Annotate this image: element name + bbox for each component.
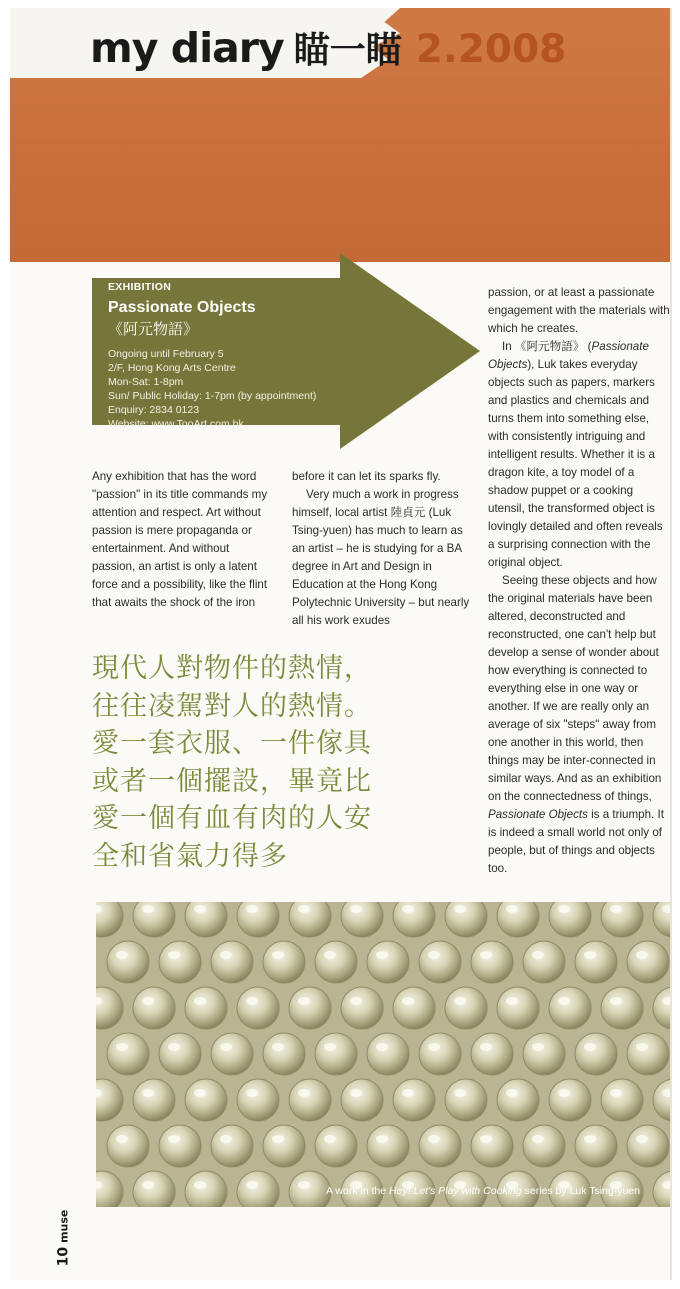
bubble xyxy=(263,1125,305,1167)
text-run: Seeing these objects and how the original materials have been altered, deconstructed and reconstructed, one can't help but develop a sense of wonder about how everything is connected to everything else in one way or another. If we are really only an average of six "steps" away from one another in this world, then things may be inter-connected in similar ways. And as an exhibition on the connectedness of things, xyxy=(488,574,662,803)
bubble xyxy=(575,1033,617,1075)
bubble-highlight xyxy=(610,905,622,913)
bubble-highlight xyxy=(506,997,518,1005)
bubble xyxy=(419,1033,461,1075)
folio-text xyxy=(53,1210,72,1267)
bubble xyxy=(341,1079,383,1121)
bubble xyxy=(601,987,643,1029)
bubble xyxy=(107,1125,149,1167)
bubble-highlight xyxy=(480,951,492,959)
bubble xyxy=(471,1125,513,1167)
magazine-name: muse xyxy=(57,1209,71,1243)
bubble-highlight xyxy=(402,1089,414,1097)
magazine-page xyxy=(10,8,670,1280)
bubble xyxy=(237,1171,279,1207)
bubble-highlight xyxy=(454,997,466,1005)
bubble xyxy=(419,1125,461,1167)
caption-series-title: Hey! Let's Play with Cooking xyxy=(388,1185,522,1197)
bubble-highlight xyxy=(376,1043,388,1051)
masthead-date: 2.2008 xyxy=(415,27,567,72)
bubble xyxy=(315,1033,357,1075)
bubble xyxy=(341,987,383,1029)
bubble-highlight xyxy=(168,951,180,959)
bubble xyxy=(289,1171,331,1207)
bubble xyxy=(523,941,565,983)
bubble xyxy=(159,1033,201,1075)
bubble-highlight xyxy=(142,1181,154,1189)
bubble xyxy=(419,941,461,983)
artwork-photo xyxy=(96,902,670,1207)
section-kicker: EXHIBITION xyxy=(108,281,172,293)
article-column-3 xyxy=(488,284,670,878)
bubble-highlight xyxy=(272,1043,284,1051)
exhibition-details xyxy=(108,347,358,431)
article-paragraph: Any exhibition that has the word "passion" in its title commands my attention and respect. Art without passion is mere propaganda or entertainment. And without passion, an artist is only a latent force and a possibility, like the flint that awaits the shock of the iron xyxy=(92,470,268,609)
text-run: ), Luk takes everyday objects such as papers, markers and plastics and chemicals and turns them into something else, with consistently intriguing and intelligent results. Whether it is a dragon kite, a toy model of a shadow puppet or a cooking utensil, the transformed object is lovingly detailed and often reveals a surprising connection with the original object. xyxy=(488,358,663,569)
bubble-highlight xyxy=(454,905,466,913)
caption-text: A work in the xyxy=(325,1185,389,1197)
bubble-highlight xyxy=(116,1043,128,1051)
bubble xyxy=(133,1171,175,1207)
bubble xyxy=(445,1079,487,1121)
exhibition-title: Passionate Objects xyxy=(108,299,256,316)
bubble-highlight xyxy=(454,1089,466,1097)
page-number: 10 xyxy=(55,1246,72,1267)
bubble-highlight xyxy=(636,951,648,959)
pull-quote xyxy=(92,650,472,875)
bubble-highlight xyxy=(116,951,128,959)
exhibition-dates: Ongoing until February 5 xyxy=(108,348,224,360)
bubble xyxy=(393,1079,435,1121)
italic-title: Passionate Objects xyxy=(488,808,588,821)
bubble-highlight xyxy=(220,1135,232,1143)
exhibition-venue: 2/F, Hong Kong Arts Centre xyxy=(108,362,236,374)
bubble xyxy=(289,1079,331,1121)
bubble-highlight xyxy=(298,997,310,1005)
photo-caption xyxy=(326,1185,640,1197)
bubble-highlight xyxy=(480,1135,492,1143)
bubble-highlight xyxy=(584,1043,596,1051)
bubble-highlight xyxy=(220,951,232,959)
bubble-highlight xyxy=(194,1181,206,1189)
bubble-highlight xyxy=(558,905,570,913)
bubble xyxy=(497,1079,539,1121)
exhibition-info xyxy=(108,281,358,431)
article-paragraph xyxy=(488,572,670,878)
pull-quote-line: 往往凌駕對人的熱情。 xyxy=(92,690,372,722)
bubble-highlight xyxy=(532,1135,544,1143)
bubble xyxy=(185,1079,227,1121)
bubble-highlight xyxy=(324,1135,336,1143)
bubble xyxy=(523,1125,565,1167)
article-paragraph: Very much a work in progress himself, local artist 陸貞元 (Luk Tsing-yuen) has much to learn as an artist – he is studying for a BA degree in Art and Design in Education at the Hong Kong Polytechnic University – but nearly all his work exudes xyxy=(292,488,470,627)
bubble xyxy=(575,1125,617,1167)
article-column-1 xyxy=(92,468,270,612)
bubble-highlight xyxy=(350,905,362,913)
bubble xyxy=(107,941,149,983)
bubble-highlight xyxy=(532,951,544,959)
bubble xyxy=(601,1079,643,1121)
bubble-highlight xyxy=(376,1135,388,1143)
bubble-highlight xyxy=(558,997,570,1005)
bubble-highlight xyxy=(428,1135,440,1143)
masthead xyxy=(90,22,566,72)
bubble xyxy=(211,941,253,983)
bubble xyxy=(497,987,539,1029)
bubble xyxy=(393,987,435,1029)
article-column-2 xyxy=(292,468,478,630)
bubble-highlight xyxy=(428,1043,440,1051)
bubble-highlight xyxy=(376,951,388,959)
bubble xyxy=(575,941,617,983)
bubble-highlight xyxy=(246,997,258,1005)
text-run: is a triumph. It is indeed a small world not only of people, but of things and objects too. xyxy=(488,808,664,875)
pull-quote-line: 現代人對物件的熱情， xyxy=(92,653,372,684)
bubble-highlight xyxy=(610,1089,622,1097)
bubble-highlight xyxy=(272,951,284,959)
bubble-highlight xyxy=(298,905,310,913)
bubble-highlight xyxy=(506,1089,518,1097)
exhibition-hours-holiday: Sun/ Public Holiday: 1-7pm (by appointment) xyxy=(108,390,317,402)
bubble-highlight xyxy=(636,1043,648,1051)
exhibition-enquiry: Enquiry: 2834 0123 xyxy=(108,404,200,416)
bubble xyxy=(107,1033,149,1075)
bubble xyxy=(263,941,305,983)
bubble xyxy=(133,1079,175,1121)
bubble-highlight xyxy=(116,1135,128,1143)
bubble xyxy=(627,1125,669,1167)
bubble xyxy=(367,1033,409,1075)
bubble xyxy=(185,987,227,1029)
bubble-highlight xyxy=(246,905,258,913)
article-paragraph: passion, or at least a passionate engagement with the materials with which he creates. xyxy=(488,286,670,335)
pull-quote-line: 愛一個有血有肉的人安 xyxy=(92,803,372,834)
bubble-highlight xyxy=(584,1135,596,1143)
bubble xyxy=(315,1125,357,1167)
bubble xyxy=(211,1033,253,1075)
exhibition-hours-weekday: Mon-Sat: 1-8pm xyxy=(108,376,184,388)
bubble-highlight xyxy=(298,1181,310,1189)
bubble xyxy=(237,1079,279,1121)
bubble xyxy=(523,1033,565,1075)
bubble-highlight xyxy=(220,1043,232,1051)
bubble-highlight xyxy=(194,1089,206,1097)
bubble-highlight xyxy=(402,905,414,913)
bubble-highlight xyxy=(142,1089,154,1097)
masthead-title-cjk: 瞄一瞄 xyxy=(293,30,402,71)
bubble xyxy=(237,987,279,1029)
article-paragraph: before it can let its sparks fly. xyxy=(292,470,441,483)
bubble xyxy=(549,987,591,1029)
pull-quote-line: 或者一個擺設，畢竟比 xyxy=(92,765,372,797)
bubble xyxy=(133,987,175,1029)
bubble xyxy=(549,1079,591,1121)
exhibition-title-cjk: 《阿元物語》 xyxy=(108,321,199,338)
bubble-highlight xyxy=(350,997,362,1005)
page-folio xyxy=(52,1208,72,1268)
bubble xyxy=(471,1033,513,1075)
text-run: In 《阿元物語》 ( xyxy=(502,340,592,353)
bubble-highlight xyxy=(194,997,206,1005)
bubble-highlight xyxy=(246,1181,258,1189)
italic-title: Passionate Objects xyxy=(488,340,649,371)
bubble xyxy=(315,941,357,983)
bubble xyxy=(367,1125,409,1167)
bubble-highlight xyxy=(402,997,414,1005)
article-paragraph xyxy=(488,338,670,572)
bubble-highlight xyxy=(142,905,154,913)
bubble xyxy=(159,941,201,983)
bubble xyxy=(627,1033,669,1075)
bubble-highlight xyxy=(194,905,206,913)
bubble-highlight xyxy=(428,951,440,959)
bubble-highlight xyxy=(506,905,518,913)
bubble xyxy=(159,1125,201,1167)
bubble xyxy=(627,941,669,983)
bubble-wrap-image xyxy=(96,902,670,1207)
bubble-highlight xyxy=(584,951,596,959)
bubble xyxy=(471,941,513,983)
pull-quote-line: 全和省氣力得多 xyxy=(92,840,288,872)
bubble-highlight xyxy=(324,1043,336,1051)
bubble-highlight xyxy=(480,1043,492,1051)
bubble xyxy=(445,987,487,1029)
bubble xyxy=(367,941,409,983)
bubble-highlight xyxy=(636,1135,648,1143)
bubble xyxy=(289,987,331,1029)
pull-quote-line: 愛一套衣服、一件傢具 xyxy=(92,728,372,759)
bubble-highlight xyxy=(168,1043,180,1051)
bubble-highlight xyxy=(350,1089,362,1097)
bubble-highlight xyxy=(298,1089,310,1097)
bubble xyxy=(211,1125,253,1167)
bubble-highlight xyxy=(168,1135,180,1143)
masthead-title: my diary xyxy=(90,24,284,72)
bubble-highlight xyxy=(324,951,336,959)
exhibition-website: Website: www.TooArt.com.hk xyxy=(108,418,244,430)
bubble-highlight xyxy=(532,1043,544,1051)
bubble xyxy=(263,1033,305,1075)
caption-text: series by Luk Tsing-yuen xyxy=(521,1185,640,1197)
bubble xyxy=(185,1171,227,1207)
bubble-highlight xyxy=(558,1089,570,1097)
exhibition-arrow-box xyxy=(92,253,480,449)
bubble-highlight xyxy=(142,997,154,1005)
bubble-highlight xyxy=(246,1089,258,1097)
bubble-highlight xyxy=(610,997,622,1005)
bubble-highlight xyxy=(272,1135,284,1143)
